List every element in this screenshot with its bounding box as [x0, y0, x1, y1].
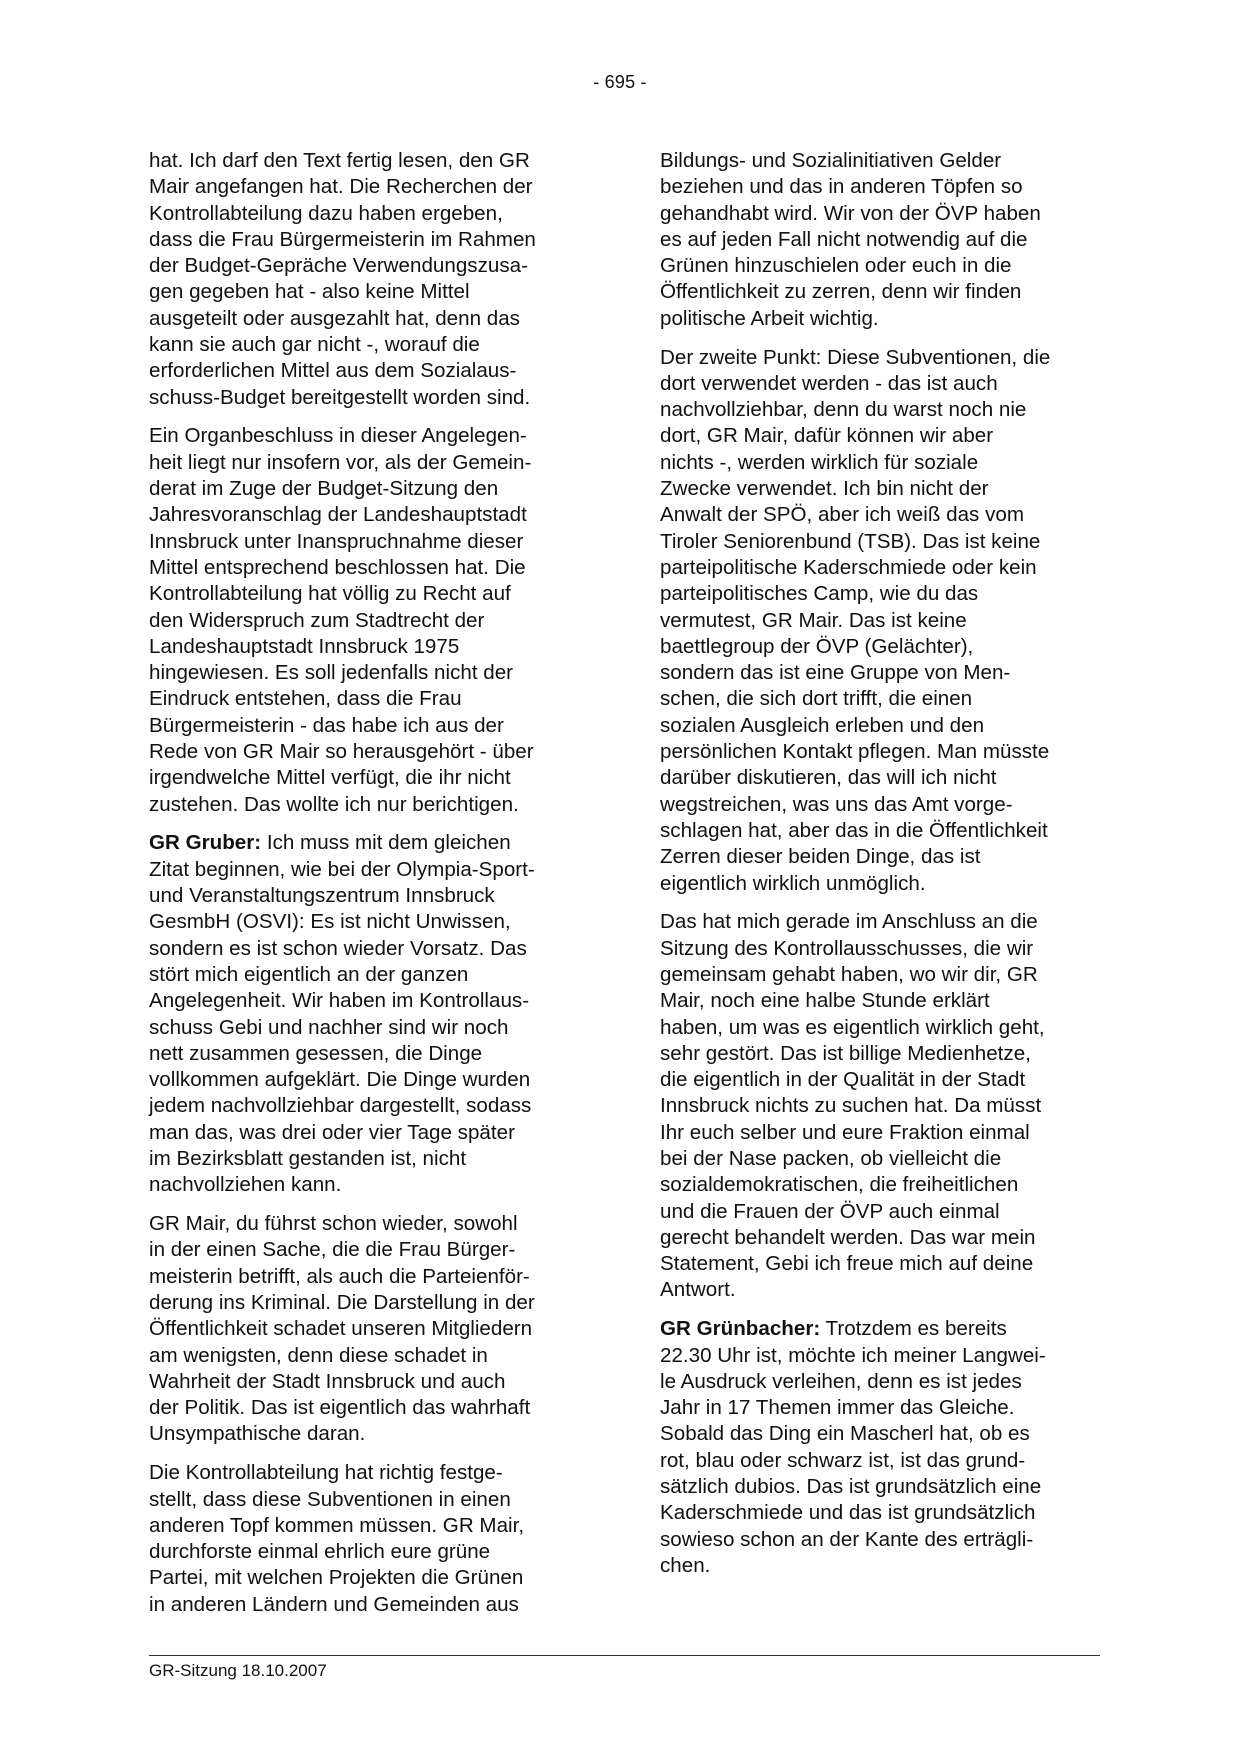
paragraph: Die Kontrollabteilung hat richtig festge- stellt, dass diese Subventionen in einen anderen Topf kommen müssen. GR Mair, durchforste einmal ehrlich eure grüne Partei, mit welchen Projekten die Grünen in anderen Ländern und Gemeinden aus [149, 1461, 525, 1616]
speaker-text: Ich muss mit dem gleichen Zitat beginnen, wie bei der Olympia-Sport- und Veranstaltungszentrum Innsbruck GesmbH (OSVI): Es ist nicht Unwissen, sondern es ist schon wieder Vorsatz. Das stört mich eigentlich an der ganzen Angelegenheit. Wir haben im Kontrollaus- schuss Gebi und nachher sind wir noch nett zusammen gesessen, die Dinge vollkommen aufgeklärt. Die Dinge wurden jedem nachvollziehbar dargestellt, sodass man das, was drei oder vier Tage später im Bezirksblatt gestanden ist, nicht nachvollziehen kann. [149, 831, 535, 1197]
paragraph: Ein Organbeschluss in dieser Angelegen- heit liegt nur insofern vor, als der Gemein- derat im Zuge der Budget-Sitzung den Jahresvoranschlag der Landeshauptstadt Innsbruck unter Inanspruchnahme dieser Mittel entsprechend beschlossen hat. Die Kontrollabteilung hat völlig zu Recht auf den Widerspruch zum Stadtrecht der Landeshauptstadt Innsbruck 1975 hingewiesen. Es soll jedenfalls nicht der Eindruck entstehen, dass die Frau Bürgermeisterin - das habe ich aus der Rede von GR Mair so herausgehört - über irgendwelche Mittel verfügt, die ihr nicht zustehen. Das wollte ich nur berichtigen. [149, 424, 534, 816]
paragraph: Bildungs- und Sozialinitiativen Gelder beziehen und das in anderen Töpfen so gehandhabt wird. Wir von der ÖVP haben es auf jeden Fall nicht notwendig auf die Grünen hinzuschielen oder euch in die Öffentlichkeit zu zerren, denn wir finden politische Arbeit wichtig. [660, 149, 1041, 330]
page-number: - 695 - [593, 72, 647, 92]
left-column [149, 148, 585, 1631]
speaker-text: Trotzdem es bereits 22.30 Uhr ist, möchte ich meiner Langwei- le Ausdruck verleihen, denn es ist jedes Jahr in 17 Themen immer das Gleiche. Sobald das Ding ein Mascherl hat, ob es rot, blau oder schwarz ist, ist das grund- sätzlich dubios. Das ist grundsätzlich eine Kaderschmiede und das ist grundsätzlich sowieso schon an der Kante des erträgli- chen. [660, 1317, 1046, 1577]
right-column [660, 148, 1102, 1592]
paragraph: Der zweite Punkt: Diese Subventionen, die dort verwendet werden - das ist auch nachvollziehbar, denn du warst noch nie dort, GR Mair, dafür können wir aber nichts -, werden wirklich für soziale Zwecke verwendet. Ich bin nicht der Anwalt der SPÖ, aber ich weiß das vom Tiroler Seniorenbund (TSB). Das ist keine parteipolitische Kaderschmiede oder kein parteipolitisches Camp, wie du das vermutest, GR Mair. Das ist keine baettlegroup der ÖVP (Gelächter), sondern das ist eine Gruppe von Men- schen, die sich dort trifft, die einen sozialen Ausgleich erleben und den persönlichen Kontakt pflegen. Man müsste darüber diskutieren, das will ich nicht wegstreichen, was uns das Amt vorge- schlagen hat, aber das in die Öffentlichkeit Zerren dieser beiden Dinge, das ist eigentlich wirklich unmöglich. [660, 345, 1051, 895]
paragraph: GR Mair, du führst schon wieder, sowohl in der einen Sache, die die Frau Bürger- meisterin betrifft, als auch die Parteienför- derung ins Kriminal. Die Darstellung in der Öffentlichkeit schadet unseren Mitgliedern am wenigsten, denn diese schadet in Wahrheit der Stadt Innsbruck und auch der Politik. Das ist eigentlich das wahrhaft Unsympathische daran. [149, 1212, 535, 1446]
speaker-paragraph [660, 1316, 1102, 1579]
footer-divider [149, 1655, 1100, 1656]
footer-session-date: GR-Sitzung 18.10.2007 [149, 1661, 327, 1680]
speaker-paragraph [149, 830, 585, 1198]
paragraph: hat. Ich darf den Text fertig lesen, den GR Mair angefangen hat. Die Recherchen der Kontrollabteilung dazu haben ergeben, dass die Frau Bürgermeisterin im Rahmen der Budget-Gepräche Verwendungszusa- gen gegeben hat - also keine Mittel ausgeteilt oder ausgezahlt hat, denn das kann sie auch gar nicht -, worauf die erforderlichen Mittel aus dem Sozialaus- schuss-Budget bereitgestellt worden sind. [149, 149, 536, 409]
speaker-name: GR Gruber: [149, 831, 262, 855]
speaker-name: GR Grünbacher: [660, 1317, 821, 1341]
paragraph: Das hat mich gerade im Anschluss an die Sitzung des Kontrollausschusses, die wir gemeinsam gehabt haben, wo wir dir, GR Mair, noch eine halbe Stunde erklärt haben, um was es eigentlich wirklich geht, sehr gestört. Das ist billige Medienhetze, die eigentlich in der Qualität in der Stadt Innsbruck nichts zu suchen hat. Da müsst Ihr euch selber und eure Fraktion einmal bei der Nase packen, ob vielleicht die sozialdemokratischen, die freiheitlichen und die Frauen der ÖVP auch einmal gerecht behandelt werden. Das war mein Statement, Gebi ich freue mich auf deine Antwort. [660, 910, 1045, 1302]
